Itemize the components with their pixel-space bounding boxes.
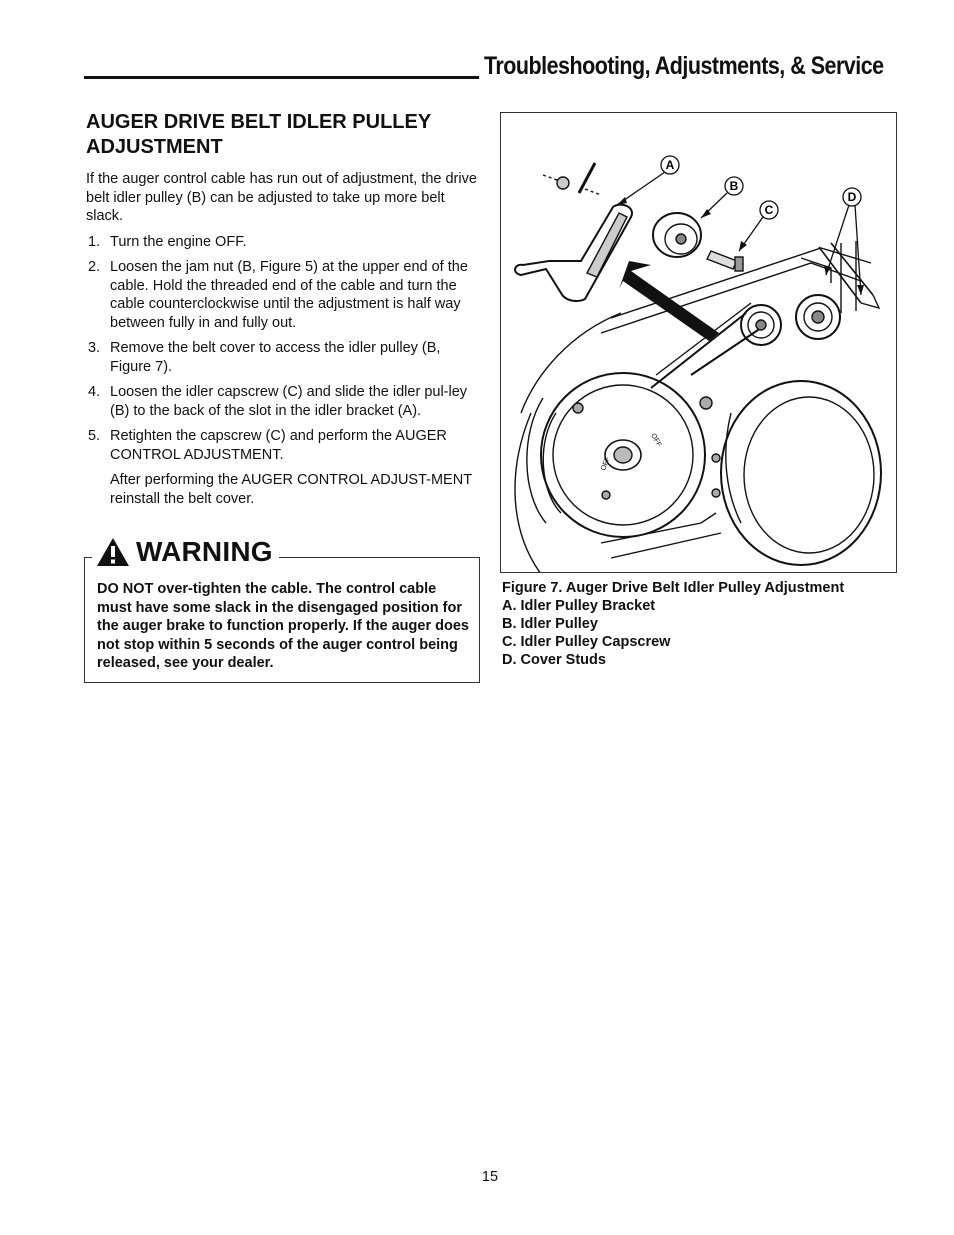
after-paragraph: After performing the AUGER CONTROL ADJUST-MENT reinstall the belt cover. [110, 472, 472, 507]
figure-caption [502, 579, 844, 669]
pulley-off-mark: OFF [600, 456, 612, 472]
step-text: Remove the belt cover to access the idler pulley (B, Figure 7). [110, 340, 441, 375]
section-title [86, 110, 482, 160]
warning-triangle-icon [96, 537, 130, 567]
header-rule [84, 76, 479, 79]
caption-title: Figure 7. Auger Drive Belt Idler Pulley Adjustment [502, 580, 845, 596]
pulley-off-mark: OFF [649, 432, 663, 449]
step-number: 2. [88, 259, 101, 275]
section-title-line2: ADJUSTMENT [86, 136, 223, 158]
callout-a-label: A [665, 158, 675, 172]
step-item [86, 427, 482, 464]
page-number: 15 [481, 1169, 499, 1185]
figure-7-illustration [500, 112, 897, 573]
step-item [86, 383, 482, 420]
step-text: Retighten the capscrew (C) and perform the AUGER CONTROL ADJUSTMENT. [110, 428, 447, 463]
step-number: 4. [88, 384, 101, 400]
page-header-title: Troubleshooting, Adjustments, & Service [484, 52, 884, 80]
callout-b-label: B [729, 179, 739, 193]
idler-pulley-diagram [501, 113, 897, 573]
step-item [86, 233, 482, 252]
warning-label: WARNING [136, 536, 273, 567]
legend-item: D. Cover Studs [502, 652, 606, 668]
step-number: 1. [88, 233, 101, 250]
warning-heading [92, 536, 279, 568]
callout-d-label: D [847, 190, 857, 204]
legend-item: A. Idler Pulley Bracket [502, 598, 656, 614]
warning-text: DO NOT over-tighten the cable. The control cable must have some slack in the disengaged position for the auger brake to function properly. If the auger does not stop within 5 seconds of the auger control being released, see your dealer. [97, 581, 469, 671]
legend-item: C. Idler Pulley Capscrew [502, 634, 671, 650]
step-item [86, 258, 482, 332]
instructions-column [86, 110, 482, 523]
steps-list [86, 233, 482, 465]
step-text: Loosen the idler capscrew (C) and slide the idler pul-ley (B) to the back of the slot in the idler bracket (A). [110, 384, 468, 419]
step-number: 5. [88, 428, 101, 444]
intro-paragraph: If the auger control cable has run out of adjustment, the drive belt idler pulley (B) can be adjusted to take up more belt slack. [86, 171, 477, 224]
step-item [86, 339, 482, 376]
step-text: Turn the engine OFF. [110, 233, 247, 250]
legend-item: B. Idler Pulley [502, 616, 598, 632]
step-number: 3. [88, 340, 101, 356]
section-title-line1: AUGER DRIVE BELT IDLER PULLEY [86, 111, 432, 133]
step-text: Loosen the jam nut (B, Figure 5) at the upper end of the cable. Hold the threaded end of the cable and turn the cable counterclockwise until the adjustment is half way between fully in and fully out. [110, 259, 468, 331]
callout-c-label: C [764, 203, 774, 217]
